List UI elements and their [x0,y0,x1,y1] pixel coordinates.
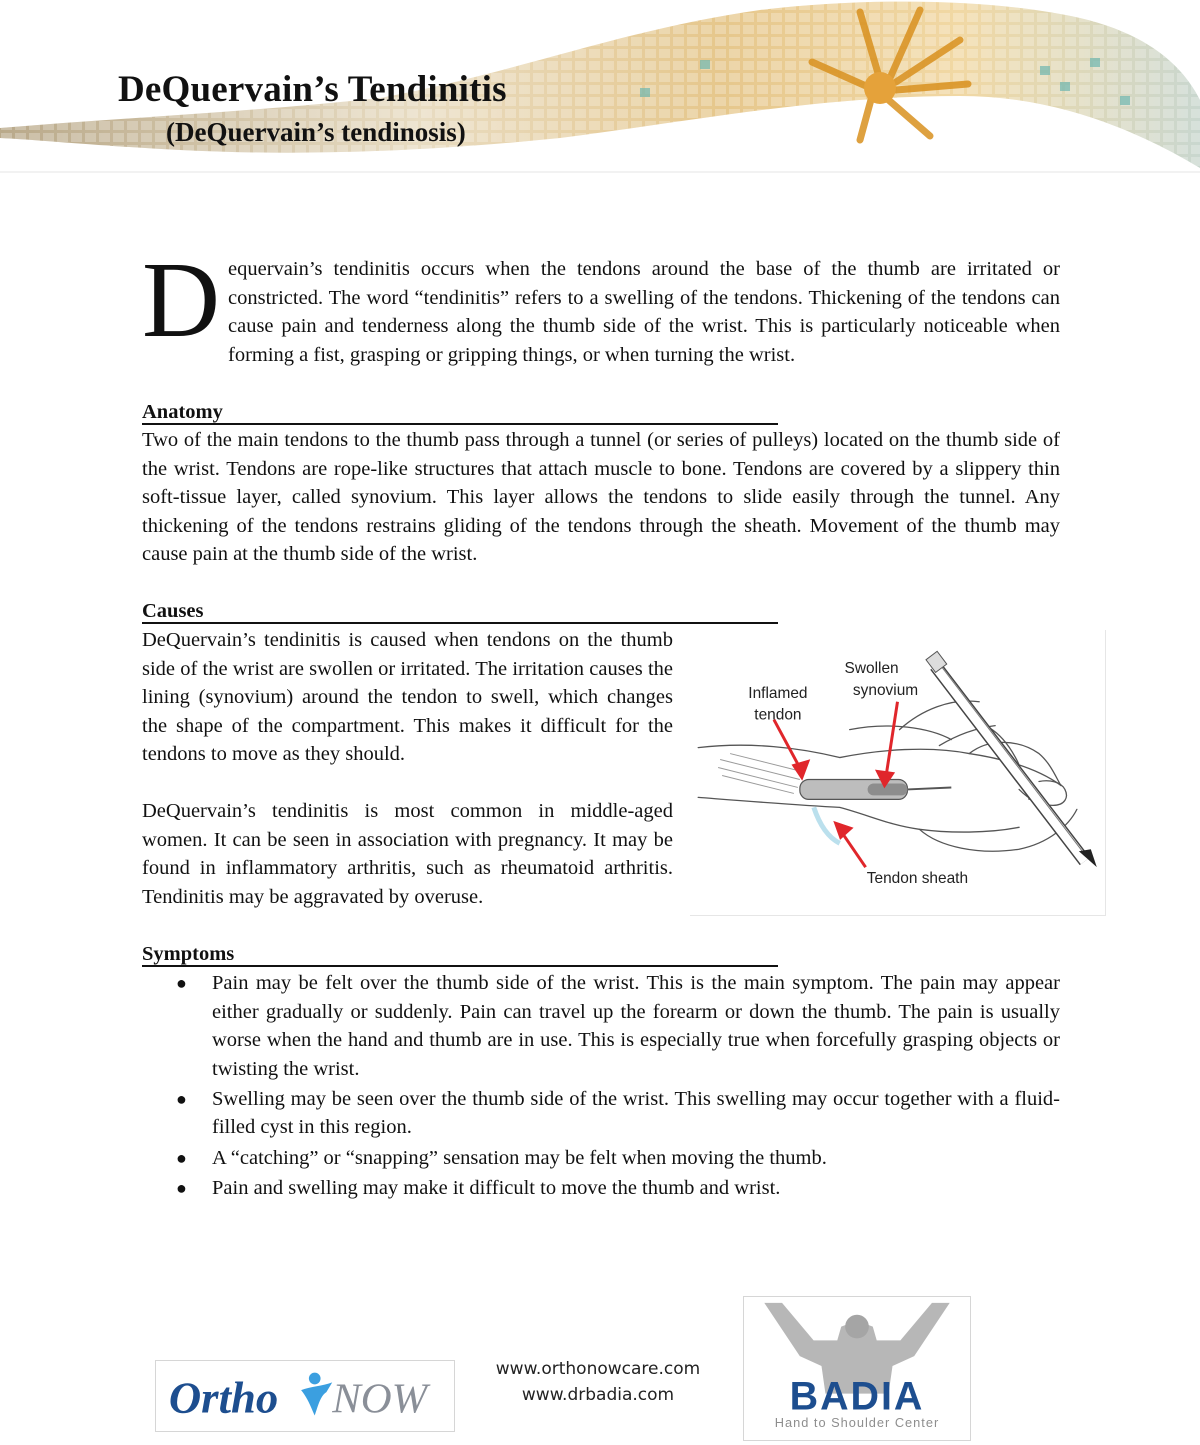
orthonow-logo [155,1360,455,1432]
symptom-text: A “catching” or “snapping” sensation may be felt when moving the thumb. [212,1146,827,1169]
causes-heading-label: Causes [142,600,204,622]
causes-paragraph-2: DeQuervain’s tendinitis is most common in middle-aged women. It can be seen in association with pregnancy. It may be found in inflammatory arthritis, such as rheumatoid arthritis. Tendinitis may be aggravated by overuse. [142,800,673,908]
anatomy-heading [142,398,778,425]
bullet-icon: ● [176,973,187,993]
badia-logo-name: BADIA [789,1374,925,1419]
label-tendon-sheath: Tendon sheath [866,870,969,888]
bullet-icon: ● [176,1177,187,1198]
symptom-text: Pain and swelling may make it difficult to move the thumb and wrist. [212,1176,781,1199]
tendon-sheath-drawing [800,779,951,843]
badia-logo-tagline: Hand to Shoulder Center [774,1415,940,1431]
symptoms-heading-label: Symptoms [142,943,235,965]
bullet-icon: ● [176,1088,187,1109]
document-title: DeQuervain’s Tendinitis [118,69,507,110]
symptoms-heading [142,940,778,967]
website-link-drbadia[interactable]: www.drbadia.com [521,1385,675,1405]
label-inflamed-line1: Inflamed [748,684,808,702]
symptom-text: Swelling may be seen over the thumb side of the wrist. This swelling may occur together with a fluid-filled cyst in this region. [212,1087,1060,1139]
label-swollen-line2: synovium [852,681,919,699]
badia-logo [743,1296,971,1441]
intro-paragraph [142,241,1060,369]
anatomy-heading-label: Anatomy [142,401,223,423]
orthonow-logo-part1: Ortho [168,1372,279,1423]
anatomy-paragraph: Two of the main tendons to the thumb pass through a tunnel (or series of pulleys) located on the thumb side of the wrist. Tendons are rope-like structures that attach muscle to bone. Tendons are covered by a slippery thin soft-tissue layer, called synovium. This layer allows the tendons to slide easily through the tunnel. Any thickening of the tendons restrains gliding of the tendons through the sheath. Movement of the thumb may cause pain at the thumb side of the wrist. [142,429,1060,566]
label-swollen-line1: Swollen [844,659,899,677]
bullet-icon: ● [176,1147,187,1168]
list-item [142,1085,1060,1142]
list-item [142,1144,1060,1173]
pencil-drawing [926,651,1097,867]
footer-websites [470,1356,726,1408]
intro-text: equervain’s tendinitis occurs when the tendons around the base of the thumb are irritated or constricted. The word “tendinitis” refers to a swelling of the tendons. Thickening of the tendons can cause pain and tenderness along the thumb side of the wrist. This is particularly noticeable when forming a fist, grasping or gripping things, or when turning the wrist. [228,258,1060,366]
list-item [142,969,1060,1083]
symptom-text: Pain may be felt over the thumb side of the wrist. This is the main symptom. The pain may appear either gradually or suddenly. Pain can travel up the forearm or down the thumb. The pain is usually worse when the hand and thumb are in use. This is especially true when forcefully grasping objects or twisting the wrist. [212,972,1060,1080]
list-item [142,1174,1060,1203]
document-subtitle: (DeQuervain’s tendinosis) [166,117,466,147]
website-link-orthonow[interactable]: www.orthonowcare.com [495,1359,701,1379]
drop-cap: D [142,241,220,360]
orthonow-logo-part2: NOW [332,1375,428,1423]
person-figure-icon [301,1373,332,1416]
wrist-tendon-illustration [690,630,1106,916]
forearm-bottom-outline [698,797,1019,832]
symptoms-list [142,969,1060,1204]
label-inflamed-line2: tendon [754,706,802,724]
causes-paragraph-1: DeQuervain’s tendinitis is caused when tendons on the thumb side of the wrist are swollen or irritated. The irritation causes the lining (synovium) around the tendon to swell, which changes the shape of the compartment. This makes it difficult for the tendons to move as they should. [142,629,673,766]
causes-heading [142,597,778,624]
